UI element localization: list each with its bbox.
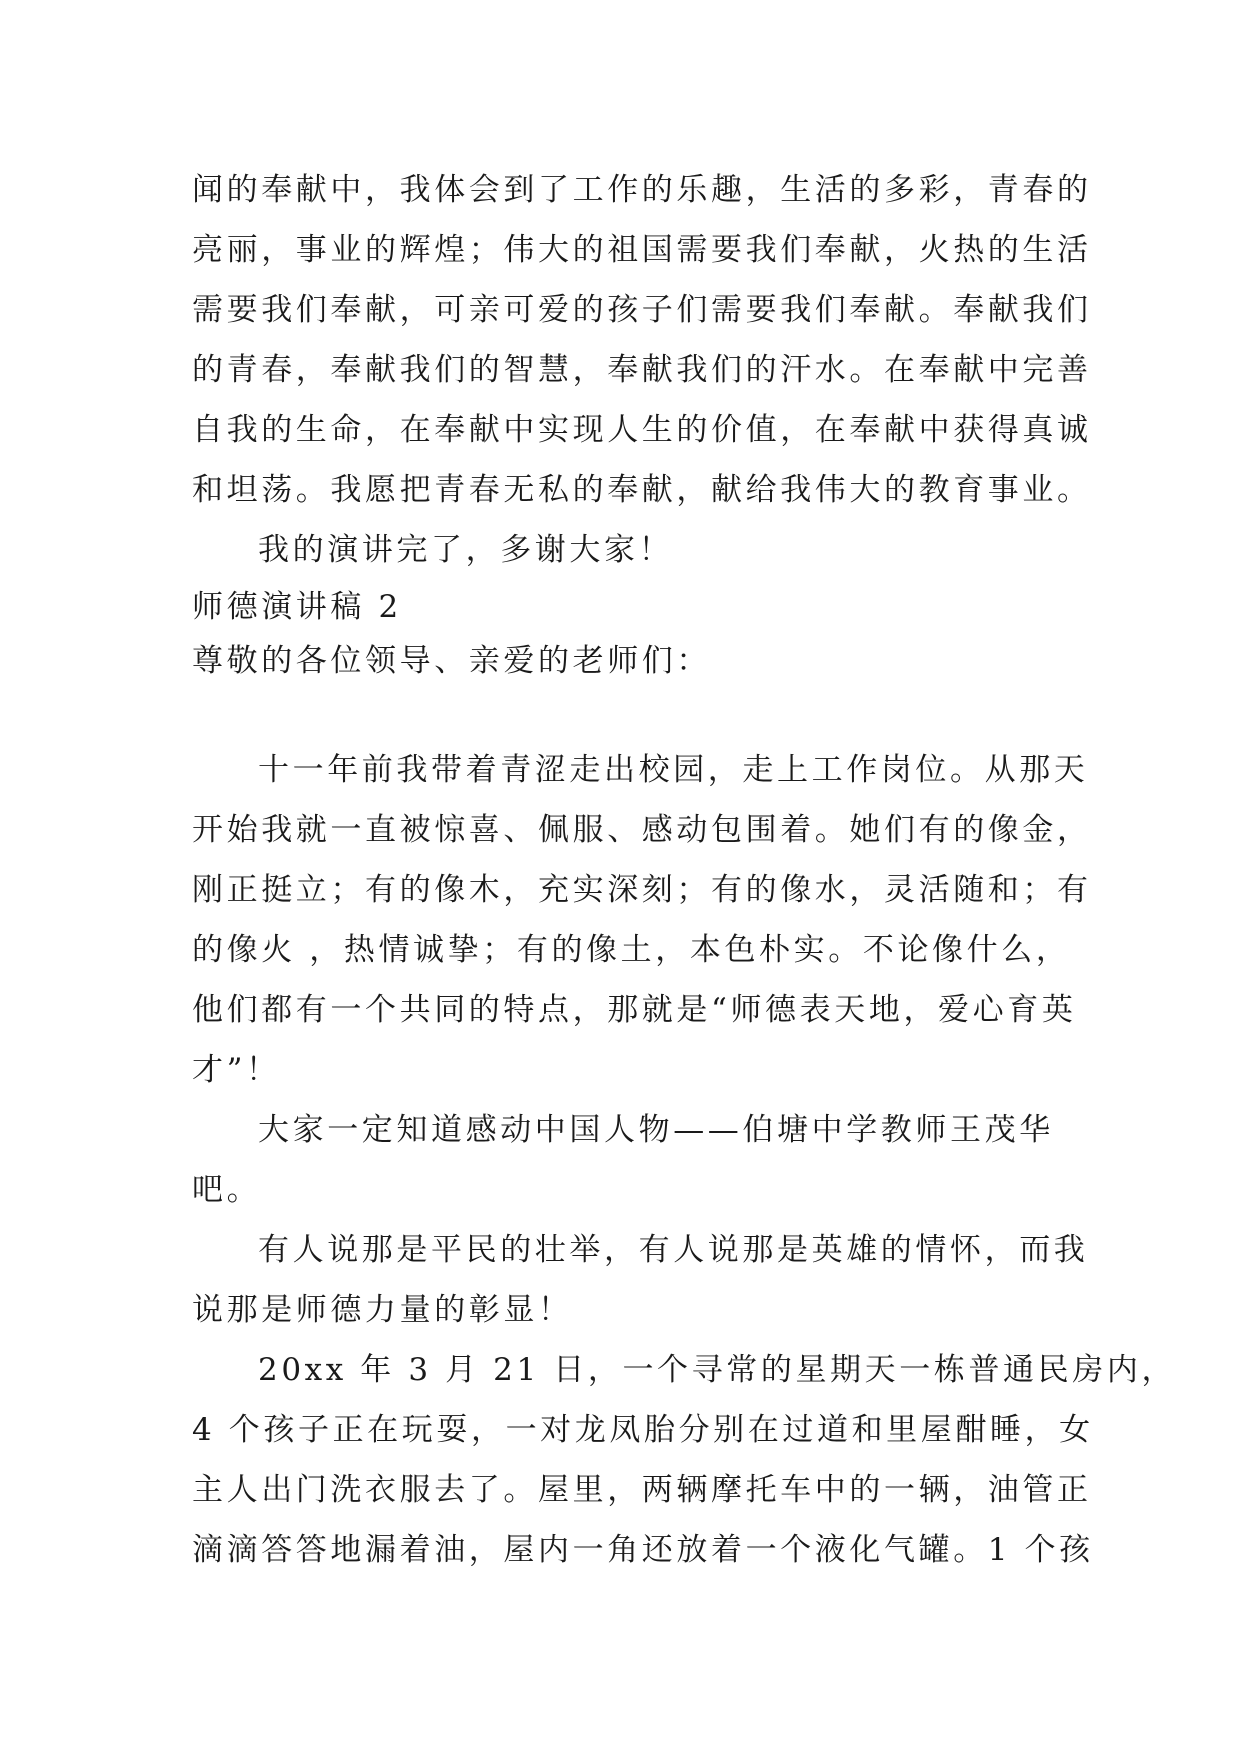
paragraph-line: 他们都有一个共同的特点，那就是“师德表天地，爱心育英 xyxy=(192,992,1077,1028)
paragraph-line: 的像火 ，热情诚挚；有的像土，本色朴实。不论像什么， xyxy=(192,932,1071,968)
paragraph-line: 才”！ xyxy=(192,1052,281,1088)
paragraph-line: 自我的生命，在奉献中实现人生的价值，在奉献中获得真诚 xyxy=(192,412,1092,448)
paragraph-line: 亮丽，事业的辉煌；伟大的祖国需要我们奉献，火热的生活 xyxy=(192,232,1092,268)
paragraph-line: 和坦荡。我愿把青春无私的奉献，献给我伟大的教育事业。 xyxy=(192,472,1092,508)
salutation: 尊敬的各位领导、亲爱的老师们： xyxy=(192,643,711,679)
paragraph-line: 需要我们奉献，可亲可爱的孩子们需要我们奉献。奉献我们 xyxy=(192,292,1092,328)
paragraph-line: 有人说那是平民的壮举，有人说那是英雄的情怀，而我 xyxy=(258,1232,1089,1268)
paragraph-line: 大家一定知道感动中国人物——伯塘中学教师王茂华 xyxy=(258,1112,1054,1148)
paragraph-line: 20xx 年 3 月 21 日，一个寻常的星期天一栋普通民房内， xyxy=(258,1352,1177,1388)
closing-line: 我的演讲完了，多谢大家！ xyxy=(258,532,674,568)
section-title: 师德演讲稿 2 xyxy=(192,589,402,625)
paragraph-line: 说那是师德力量的彰显！ xyxy=(192,1292,573,1328)
paragraph-line: 闻的奉献中，我体会到了工作的乐趣，生活的多彩，青春的 xyxy=(192,172,1092,208)
paragraph-line: 刚正挺立；有的像木，充实深刻；有的像水，灵活随和；有 xyxy=(192,872,1092,908)
paragraph-line: 十一年前我带着青涩走出校园，走上工作岗位。从那天 xyxy=(258,752,1089,788)
paragraph-gap xyxy=(192,688,1072,740)
paragraph-line: 主人出门洗衣服去了。屋里，两辆摩托车中的一辆，油管正 xyxy=(192,1472,1092,1508)
paragraph-line: 吧。 xyxy=(192,1172,262,1208)
paragraph-line: 的青春，奉献我们的智慧，奉献我们的汗水。在奉献中完善 xyxy=(192,352,1092,388)
document-body xyxy=(192,160,1177,1580)
paragraph-line: 4 个孩子正在玩耍，一对龙凤胎分别在过道和里屋酣睡，女 xyxy=(192,1412,1094,1448)
paragraph-line: 开始我就一直被惊喜、佩服、感动包围着。她们有的像金， xyxy=(192,812,1092,848)
paragraph-line: 滴滴答答地漏着油，屋内一角还放着一个液化气罐。1 个孩 xyxy=(192,1532,1094,1568)
